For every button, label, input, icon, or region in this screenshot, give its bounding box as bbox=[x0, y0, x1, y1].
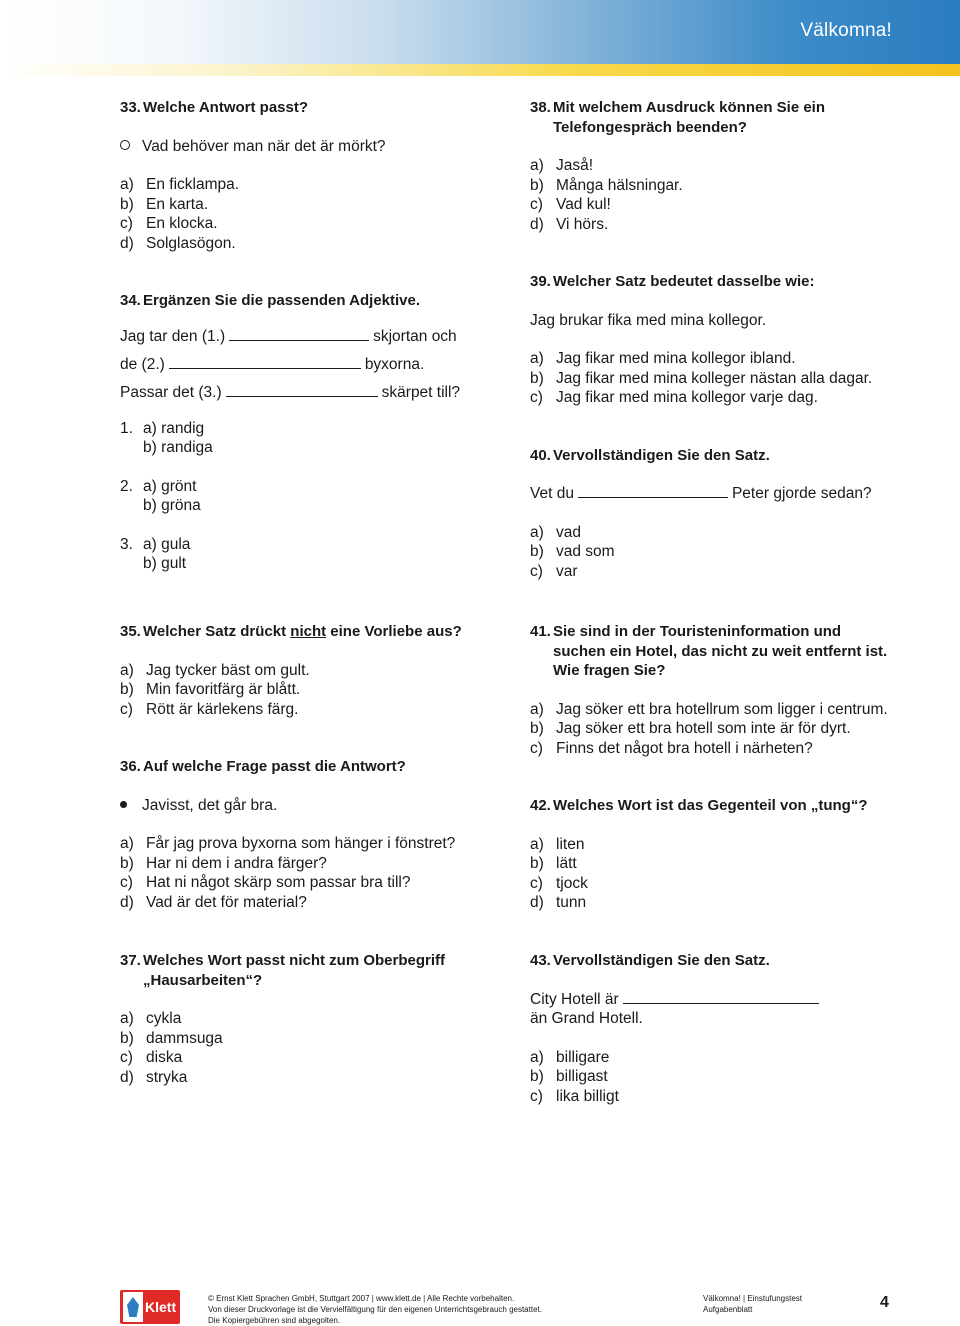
question-37: 37. Welches Wort passt nicht zum Oberbegriff „Hausarbeiten“? a) cykla b) dammsuga c) diska d) stryka bbox=[120, 951, 520, 1087]
blank-field[interactable] bbox=[226, 384, 378, 397]
option: a) billigare bbox=[530, 1048, 610, 1066]
question-number: 41. bbox=[530, 623, 551, 640]
option: b) Har ni dem i andra färger? bbox=[120, 854, 327, 872]
question-number: 33. bbox=[120, 99, 141, 116]
question-text: Welcher Satz bedeutet dasselbe wie: bbox=[553, 273, 815, 290]
right-column bbox=[530, 98, 930, 581]
circle-bullet-icon bbox=[120, 137, 142, 157]
left-column-lower bbox=[120, 622, 520, 912]
page-number: 4 bbox=[880, 1294, 889, 1311]
option: a) cykla bbox=[120, 1010, 182, 1027]
option: a) Jag tycker bäst om gult. bbox=[120, 661, 310, 679]
option: a) Jag fikar med mina kollegor ibland. bbox=[530, 350, 796, 367]
question-number: 34. bbox=[120, 292, 141, 309]
question-number: 36. bbox=[120, 758, 141, 775]
question-text: Auf welche Frage passt die Antwort? bbox=[143, 758, 406, 775]
prompt-text: Javisst, det går bra. bbox=[142, 796, 278, 814]
question-41: 41. Sie sind in der Touristeninformation und suchen ein Hotel, das nicht zu weit entfernt ist. Wie fragen Sie? a) Jag söker ett bra hotellrum som ligger i centrum. b) Jag söker ett bra hotell som inte är för dyrt. c) Finns det något bra hotell i närheten? bbox=[530, 622, 940, 758]
question-33 bbox=[120, 98, 520, 253]
left-column bbox=[120, 98, 520, 574]
question-number: 40. bbox=[530, 446, 551, 464]
question-number: 37. bbox=[120, 952, 141, 969]
option: c) diska bbox=[120, 1049, 183, 1066]
question-text: Welches Wort ist das Gegenteil von „tung“? bbox=[553, 797, 868, 814]
question-text: Welche Antwort passt? bbox=[143, 99, 309, 116]
blank-field[interactable] bbox=[578, 485, 728, 498]
choice-group-1: 1. a) randig b) randiga bbox=[120, 419, 213, 456]
blank-field[interactable] bbox=[623, 991, 819, 1004]
question-42 bbox=[530, 796, 940, 913]
option: b) En karta. bbox=[120, 195, 209, 213]
underlined-word: nicht bbox=[290, 623, 327, 640]
question-number: 38. bbox=[530, 99, 551, 116]
option: a) vad bbox=[530, 523, 581, 541]
option: b) vad som bbox=[530, 543, 615, 560]
header-title: Välkomna! bbox=[800, 20, 892, 41]
footer bbox=[0, 1290, 960, 1326]
fill-sentence: Vet du Peter gjorde sedan? bbox=[530, 485, 872, 502]
option: a) Får jag prova byxorna som hänger i fönstret? bbox=[120, 835, 456, 852]
question-38: 38. Mit welchem Ausdruck können Sie ein Telefongespräch beenden? a) Jaså! b) Många hälsningar. c) Vad kul! d) Vi hörs. bbox=[530, 98, 930, 234]
option: b) Jag fikar med mina kolleger nästan alla dagar. bbox=[530, 369, 873, 387]
option: a) En ficklampa. bbox=[120, 176, 240, 193]
right-column-lower bbox=[530, 622, 940, 913]
option: b) billigast bbox=[530, 1068, 608, 1085]
question-text: Ergänzen Sie die passenden Adjektive. bbox=[143, 292, 421, 309]
option: b) Jag söker ett bra hotell som inte är för dyrt. bbox=[530, 720, 851, 737]
option: d) stryka bbox=[120, 1068, 188, 1086]
prompt-text: Vad behöver man när det är mörkt? bbox=[142, 137, 386, 155]
fill-line-2: de (2.) byxorna. bbox=[120, 355, 425, 373]
option: c) Vad kul! bbox=[530, 196, 611, 213]
choice-group-2: 2. a) grönt b) gröna bbox=[120, 477, 201, 514]
left-column-bottom bbox=[120, 951, 520, 1087]
option: d) tunn bbox=[530, 894, 587, 911]
question-number: 43. bbox=[530, 952, 551, 969]
option: a) Jaså! bbox=[530, 157, 594, 174]
option: c) Jag fikar med mina kollegor varje dag. bbox=[530, 389, 818, 406]
copyright-notice: © Ernst Klett Sprachen GmbH, Stuttgart 2007 | www.klett.de | Alle Rechte vorbehalten. Von dieser Druckvorlage ist die Vervielfältigung für den eigenen Unterrichtsgebrauch gestattet. Die Kopiergebühren sind abgegolten. bbox=[208, 1294, 542, 1325]
klett-emblem-icon bbox=[123, 1292, 143, 1322]
klett-logo: Klett bbox=[120, 1290, 180, 1324]
question-40 bbox=[530, 446, 930, 582]
option: b) lätt bbox=[530, 855, 577, 872]
option: c) tjock bbox=[530, 874, 588, 892]
fill-line-3: Passar det (3.) skärpet till? bbox=[120, 383, 461, 401]
option: b) Min favoritfärg är blått. bbox=[120, 681, 301, 698]
option: a) liten bbox=[530, 835, 585, 853]
choice-group-3: 3. a) gula b) gult bbox=[120, 535, 191, 572]
option: d) Vi hörs. bbox=[530, 215, 609, 233]
question-number: 39. bbox=[530, 273, 551, 290]
dot-bullet-icon bbox=[120, 796, 142, 816]
option: c) En klocka. bbox=[120, 215, 218, 232]
fill-line-1: Jag tar den (1.) skjortan och bbox=[120, 327, 457, 345]
option: b) Många hälsningar. bbox=[530, 176, 683, 194]
blank-field[interactable] bbox=[229, 328, 369, 341]
right-column-bottom bbox=[530, 951, 930, 1106]
blank-field[interactable] bbox=[169, 356, 361, 369]
option: c) var bbox=[530, 562, 578, 580]
option: d) Solglasögon. bbox=[120, 234, 236, 252]
question-39 bbox=[530, 272, 930, 408]
question-text: Vervollständigen Sie den Satz. bbox=[553, 446, 770, 464]
fill-sentence: City Hotell är bbox=[530, 990, 930, 1010]
option: b) dammsuga bbox=[120, 1029, 223, 1047]
question-number: 35. bbox=[120, 623, 141, 640]
question-36 bbox=[120, 757, 520, 912]
prompt-text: Jag brukar fika med mina kollegor. bbox=[530, 311, 767, 329]
option: d) Vad är det för material? bbox=[120, 893, 307, 911]
option: c) Hat ni något skärp som passar bra till? bbox=[120, 874, 411, 891]
question-34 bbox=[120, 291, 520, 574]
question-43: 43. Vervollständigen Sie den Satz. City Hotell är än Grand Hotell. a) billigare b) billigast c) lika billigt bbox=[530, 951, 930, 1106]
header-accent-strip bbox=[0, 64, 960, 76]
option: c) lika billigt bbox=[530, 1087, 619, 1105]
question-number: 42. bbox=[530, 797, 551, 814]
question-35: 35. Welcher Satz drückt nicht eine Vorliebe aus? a) Jag tycker bäst om gult. b) Min favoritfärg är blått. c) Rött är kärlekens färg. bbox=[120, 622, 520, 719]
document-info: Välkomna! | Einstufungstest Aufgabenblatt bbox=[703, 1294, 803, 1314]
question-text: Vervollständigen Sie den Satz. bbox=[553, 952, 770, 969]
option: a) Jag söker ett bra hotellrum som ligger i centrum. bbox=[530, 700, 888, 718]
option: c) Rött är kärlekens färg. bbox=[120, 700, 299, 718]
option: c) Finns det något bra hotell i närheten? bbox=[530, 739, 813, 757]
